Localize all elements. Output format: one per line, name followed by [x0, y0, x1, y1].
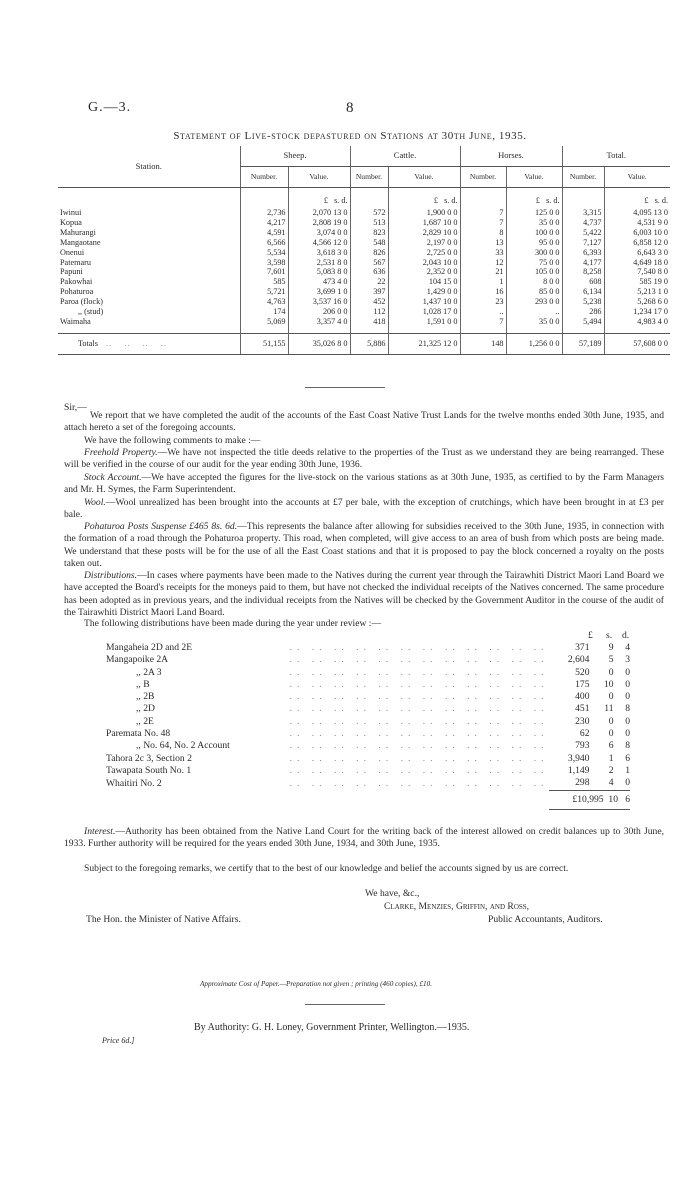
number-subheader: Number. [350, 167, 388, 188]
table-cell: 1,234 17 0 [604, 307, 670, 317]
distribution-pence: 3 [625, 654, 630, 666]
station-name: Onenui [60, 247, 85, 257]
distribution-pounds: 793 [575, 740, 590, 752]
table-header-row [58, 146, 670, 167]
table-cell: 2,725 0 0 [388, 248, 460, 258]
document-reference: G.—3. [88, 100, 132, 115]
units-row [58, 188, 670, 209]
table-row [58, 238, 670, 248]
table-cell: 4,649 18 0 [604, 258, 670, 268]
cost-note: Approximate Cost of Paper.—Preparation not given ; printing (460 copies), £10. [200, 980, 433, 988]
distribution-pence: 1 [625, 764, 630, 776]
table-cell: 5,069 [240, 317, 288, 327]
table-cell: 1 [460, 277, 506, 287]
livestock-table [58, 146, 670, 355]
table-cell: 5,422 [562, 228, 604, 238]
distribution-shillings: 0 [608, 728, 614, 740]
distribution-pounds: 62 [579, 728, 590, 740]
station-name: Mahurangi [60, 227, 96, 237]
table-cell: 636 [350, 267, 388, 277]
table-cell: 4,566 12 0 [288, 238, 350, 248]
distribution-pounds: 175 [575, 678, 590, 690]
table-cell: 8 0 0 [506, 277, 562, 287]
table-cell: 6,566 [240, 238, 288, 248]
totals-cell: 21,325 12 0 [388, 333, 460, 354]
table-cell: 5,721 [240, 287, 288, 297]
table-cell: 100 0 0 [506, 228, 562, 238]
total-header: Total. [562, 146, 670, 167]
distribution-pence: 0 [625, 715, 630, 727]
table-cell: 206 0 0 [288, 307, 350, 317]
table-cell: 300 0 0 [506, 248, 562, 258]
table-cell: 2,829 10 0 [388, 228, 460, 238]
totals-cell: 35,026 8 0 [288, 333, 350, 354]
distribution-name: Mangapoike 2A [106, 654, 169, 666]
number-subheader: Number. [460, 167, 506, 188]
distribution-pence: 0 [625, 691, 630, 703]
distribution-row: Tawapata South No. 1 .. .. .. .. .. .. .. .. .. .. .. .. 1,149 2 1 [106, 764, 630, 776]
station-header: Station. [58, 146, 240, 188]
footer-divider [305, 1004, 385, 1005]
station-name: Iwinui [60, 208, 82, 217]
distribution-row: ,, 2D .. .. .. .. .. .. .. .. .. .. .. .. 451 11 8 [106, 703, 630, 715]
table-cell: 5,213 1 0 [604, 287, 670, 297]
table-row [58, 267, 670, 277]
value-subheader: Value. [288, 167, 350, 188]
table-cell: 2,808 19 0 [288, 218, 350, 228]
table-cell: 22 [350, 277, 388, 287]
table-cell: 2,736 [240, 208, 288, 218]
table-cell: 3,537 16 0 [288, 297, 350, 307]
table-cell: 8,258 [562, 267, 604, 277]
table-cell: 8 [460, 228, 506, 238]
station-name: Mangaotane [60, 237, 101, 247]
table-cell: 473 4 0 [288, 277, 350, 287]
table-cell: 4,531 9 0 [604, 218, 670, 228]
table-cell: 104 15 0 [388, 277, 460, 287]
table-cell: 4,737 [562, 218, 604, 228]
table-cell: 548 [350, 238, 388, 248]
printer-authority: By Authority: G. H. Loney, Government Printer, Wellington.—1935. [194, 1022, 470, 1033]
table-cell: 5,083 8 0 [288, 267, 350, 277]
stock-paragraph: Stock Account.—We have accepted the figures for the live-stock on the various stations as at 30th June, 1935, as certified to by the Farm Managers and Mr. H. Symes, the Farm Superintendent. [64, 472, 664, 496]
totals-cell: 51,155 [240, 333, 288, 354]
table-cell: 6,003 10 0 [604, 228, 670, 238]
distribution-shillings: 9 [608, 642, 614, 653]
number-subheader: Number. [240, 167, 288, 188]
audit-paragraph: We report that we have completed the audit of the accounts of the East Coast Native Trust Lands for the twelve months ended 30th June, 1935, and attach hereto a set of the foregoing accounts. [64, 410, 664, 434]
distribution-pence: 0 [625, 777, 630, 789]
table-cell: 2,197 0 0 [388, 238, 460, 248]
table-cell: 4,095 13 0 [604, 208, 670, 218]
table-row [58, 228, 670, 238]
table-cell: 567 [350, 258, 388, 268]
totals-cell: 148 [460, 333, 506, 354]
table-cell: 4,591 [240, 228, 288, 238]
station-name: Waimaha [60, 316, 91, 326]
table-cell: 105 0 0 [506, 267, 562, 277]
distribution-row: Mangapoike 2A .. .. .. .. .. .. .. .. .. .. .. .. 2,604 5 3 [106, 654, 630, 666]
table-cell: 418 [350, 317, 388, 327]
table-cell: 125 0 0 [506, 208, 562, 218]
table-cell: 3,357 4 0 [288, 317, 350, 327]
station-name: Pohaturoa [60, 287, 94, 297]
table-cell: 2,043 10 0 [388, 258, 460, 268]
table-cell: 4,177 [562, 258, 604, 268]
distribution-name: Whaitiri No. 2 [106, 777, 162, 789]
table-cell: 7 [460, 218, 506, 228]
station-name: Patemaru [60, 257, 91, 267]
table-row [58, 218, 670, 228]
table-cell: 174 [240, 307, 288, 317]
distribution-pounds: 371 [575, 642, 590, 653]
table-cell: 4,983 4 0 [604, 317, 670, 327]
distribution-pounds: 1,149 [567, 764, 590, 776]
distribution-row: Paremata No. 48 .. .. .. .. .. .. .. .. .. .. .. .. 62 0 0 [106, 728, 630, 740]
distribution-shillings: 6 [608, 740, 614, 752]
totals-cell: 1,256 0 0 [506, 333, 562, 354]
value-subheader: Value. [388, 167, 460, 188]
distribution-pence: 4 [625, 642, 630, 653]
table-cell: 397 [350, 287, 388, 297]
totals-row [58, 333, 670, 354]
distribution-shillings: 10 [603, 678, 614, 690]
table-cell: 23 [460, 297, 506, 307]
distribution-name: ,, 2A 3 [136, 666, 162, 678]
distribution-row: Tahora 2c 3, Section 2 .. .. .. .. .. .. .. .. .. .. .. .. 3,940 1 6 [106, 752, 630, 764]
distributions-total: £10,995 10 6 [549, 790, 630, 809]
table-cell: 35 0 0 [506, 317, 562, 327]
table-cell: 6,858 12 0 [604, 238, 670, 248]
distribution-name: Tahora 2c 3, Section 2 [106, 752, 192, 764]
table-cell: 1,028 17 0 [388, 307, 460, 317]
distribution-pence: 0 [625, 678, 630, 690]
table-cell: 6,134 [562, 287, 604, 297]
totals-cell: 57,608 0 0 [604, 333, 670, 354]
distribution-pence: 8 [625, 740, 630, 752]
table-cell: 7 [460, 208, 506, 218]
station-name: Kopua [60, 217, 82, 227]
table-cell: 572 [350, 208, 388, 218]
value-subheader: Value. [604, 167, 670, 188]
table-cell: 2,352 0 0 [388, 267, 460, 277]
totals-cell: 57,189 [562, 333, 604, 354]
distribution-pence: 0 [625, 728, 630, 740]
table-cell: 3,315 [562, 208, 604, 218]
table-cell: 1,591 0 0 [388, 317, 460, 327]
value-subheader: Value. [506, 167, 562, 188]
addressee: The Hon. the Minister of Native Affairs. [86, 914, 241, 925]
number-subheader: Number. [562, 167, 604, 188]
distributions-paragraph: Distributions.—In cases where payments have been made to the Natives during the current year through the Tairawhiti District Maori Land Board we have accepted the Board's receipts for the moneys paid to them, but have not checked the individual receipts of the Natives concerned. The same procedure has been adopted as in previous years, and the individual receipts from the Natives will be checked by the Government Auditor in the course of the audit of the Tairawhiti District Maori Land Board. [64, 570, 664, 618]
table-cell: 3,598 [240, 258, 288, 268]
distribution-name: Paremata No. 48 [106, 728, 171, 740]
distribution-shillings: 0 [608, 691, 614, 703]
distribution-row: ,, B .. .. .. .. .. .. .. .. .. .. .. .. 175 10 0 [106, 679, 630, 691]
table-cell: 1,429 0 0 [388, 287, 460, 297]
distribution-shillings: 11 [604, 703, 614, 715]
cattle-header: Cattle. [350, 146, 460, 167]
table-cell: 7,127 [562, 238, 604, 248]
distribution-shillings: 5 [608, 654, 614, 666]
price-note: Price 6d.] [102, 1036, 135, 1045]
table-cell: 33 [460, 248, 506, 258]
distribution-shillings: 2 [608, 764, 614, 776]
station-name: Paroa (flock) [60, 297, 103, 307]
table-cell: 293 0 0 [506, 297, 562, 307]
distributions-intro: The following distributions have been made during the year under review :— [84, 618, 382, 629]
table-cell: 5,494 [562, 317, 604, 327]
units-label: £ s. d. [506, 188, 562, 209]
table-cell: 286 [562, 307, 604, 317]
table-cell: 112 [350, 307, 388, 317]
posts-paragraph: Pohaturoa Posts Suspense £465 8s. 6d.—This represents the balance after allowing for subsidies received to the 30th June, 1935, in connection with the formation of a road through the Pohaturoa property. This road, when completed, will give access to an area of bush from which posts are being made. We understand that these posts will be for the use of all the East Coast stations and that it is proposed to pay the block concerned a royalty on the posts taken out. [64, 521, 664, 569]
distributions-table [106, 642, 630, 810]
station-name: Pakowhai [60, 277, 93, 287]
station-name: Papuni [60, 267, 83, 277]
distribution-shillings: 0 [608, 666, 614, 678]
table-cell: 95 0 0 [506, 238, 562, 248]
distribution-name: ,, 2D [136, 703, 155, 715]
distribution-name: ,, B [136, 678, 150, 690]
table-cell: 5,238 [562, 297, 604, 307]
table-cell: 4,217 [240, 218, 288, 228]
distribution-row: ,, 2B .. .. .. .. .. .. .. .. .. .. .. .. 400 0 0 [106, 691, 630, 703]
table-cell: 608 [562, 277, 604, 287]
table-cell: 585 19 0 [604, 277, 670, 287]
distribution-pounds: 451 [575, 703, 590, 715]
distribution-pounds: 3,940 [567, 752, 590, 764]
distribution-row: Mangaheia 2D and 2E .. .. .. .. .. .. .. .. .. .. .. .. 371 9 4 [106, 642, 630, 653]
distribution-pence: 0 [625, 666, 630, 678]
table-row [58, 258, 670, 268]
distribution-row: ,, No. 64, No. 2 Account .. .. .. .. .. .. .. .. .. .. .. .. 793 6 8 [106, 740, 630, 752]
table-row [58, 248, 670, 258]
units-label: £ s. d. [388, 188, 460, 209]
table-cell: 452 [350, 297, 388, 307]
wool-paragraph: Wool.—Wool unrealized has been brought into the accounts at £7 per bale, with the exception of crutchings, which have been brought in at £3 per bale. [64, 497, 664, 521]
section-divider [305, 387, 385, 388]
table-cell: 1,687 10 0 [388, 218, 460, 228]
table-row [58, 317, 670, 327]
table-cell: 3,699 1 0 [288, 287, 350, 297]
table-cell: 3,618 3 0 [288, 248, 350, 258]
table-cell: 7 [460, 317, 506, 327]
horses-header: Horses. [460, 146, 562, 167]
certification-paragraph: Subject to the foregoing remarks, we certify that to the best of our knowledge and belief the accounts signed by us are correct. [84, 863, 569, 874]
livestock-rows [58, 208, 670, 327]
table-cell: 12 [460, 258, 506, 268]
table-cell: 826 [350, 248, 388, 258]
table-row [58, 297, 670, 307]
table-cell: 16 [460, 287, 506, 297]
distribution-row: ,, 2A 3 .. .. .. .. .. .. .. .. .. .. .. .. 520 0 0 [106, 667, 630, 679]
page-header [0, 100, 700, 120]
totals-label: Totals .. .. .. .. [58, 333, 240, 354]
distribution-name: ,, 2B [136, 691, 155, 703]
distribution-pounds: 230 [575, 715, 590, 727]
table-cell: .. [506, 307, 562, 317]
page-number: 8 [346, 100, 354, 116]
distribution-pounds: 400 [575, 691, 590, 703]
table-cell: 823 [350, 228, 388, 238]
table-cell: 6,643 3 0 [604, 248, 670, 258]
distribution-pounds: 2,604 [567, 654, 590, 666]
table-cell: 513 [350, 218, 388, 228]
table-cell: 5,534 [240, 248, 288, 258]
table-cell: 2,070 13 0 [288, 208, 350, 218]
interest-paragraph: Interest.—Authority has been obtained from the Native Land Court for the writing back of the interest allowed on credit balances up to 30th June, 1933. Further authority will be required for the years ended 30th June, 1934, and 30th June, 1935. [64, 826, 664, 850]
table-cell: 2,531 8 0 [288, 258, 350, 268]
sheep-header: Sheep. [240, 146, 350, 167]
comments-intro: We have the following comments to make :— [84, 435, 261, 446]
distribution-row: ,, 2E .. .. .. .. .. .. .. .. .. .. .. .. 230 0 0 [106, 716, 630, 728]
auditor-names: Clarke, Menzies, Griffin, and Ross, [384, 901, 530, 912]
signature-line: We have, &c., [365, 888, 420, 899]
table-cell: 1,900 0 0 [388, 208, 460, 218]
distribution-name: Tawapata South No. 1 [106, 764, 192, 776]
table-cell: 13 [460, 238, 506, 248]
table-cell: .. [460, 307, 506, 317]
table-row [58, 208, 670, 218]
auditor-title: Public Accountants, Auditors. [488, 914, 603, 925]
table-cell: 7,540 8 0 [604, 267, 670, 277]
units-label: £ s. d. [604, 188, 670, 209]
table-cell: 4,763 [240, 297, 288, 307]
table-cell: 3,074 0 0 [288, 228, 350, 238]
distribution-row: Whaitiri No. 2 .. .. .. .. .. .. .. .. .. .. .. .. 298 4 0 [106, 777, 630, 789]
table-cell: 5,268 6 0 [604, 297, 670, 307]
distribution-pence: 6 [625, 752, 630, 764]
table-cell: 75 0 0 [506, 258, 562, 268]
distribution-pence: 8 [625, 703, 630, 715]
table-cell: 21 [460, 267, 506, 277]
salutation: Sir,— [64, 402, 87, 413]
distribution-name: ,, 2E [136, 715, 154, 727]
table-cell: 6,393 [562, 248, 604, 258]
totals-cell: 5,886 [350, 333, 388, 354]
table-row [58, 277, 670, 287]
table-cell: 7,601 [240, 267, 288, 277]
freehold-paragraph: Freehold Property.—We have not inspected the title deeds relative to the properties of the Trust as we understand they are being rearranged. These will be verified in the course of our audit for the year ending 30th June, 1936. [64, 447, 664, 471]
distribution-name: ,, No. 64, No. 2 Account [136, 740, 230, 752]
distribution-shillings: 0 [608, 715, 614, 727]
station-name: ,, (stud) [78, 307, 104, 317]
table-cell: 585 [240, 277, 288, 287]
table-row [58, 307, 670, 317]
distribution-pounds: 298 [575, 777, 590, 789]
distribution-pounds: 520 [575, 666, 590, 678]
distribution-name: Mangaheia 2D and 2E [106, 642, 193, 653]
table-cell: 1,437 10 0 [388, 297, 460, 307]
table-cell: 35 0 0 [506, 218, 562, 228]
distribution-shillings: 4 [608, 777, 614, 789]
distribution-shillings: 1 [608, 752, 614, 764]
statement-title: Statement of Live-stock depastured on Stations at 30th June, 1935. [173, 130, 527, 142]
table-cell: 85 0 0 [506, 287, 562, 297]
units-label: £ s. d. [288, 188, 350, 209]
table-row [58, 287, 670, 297]
